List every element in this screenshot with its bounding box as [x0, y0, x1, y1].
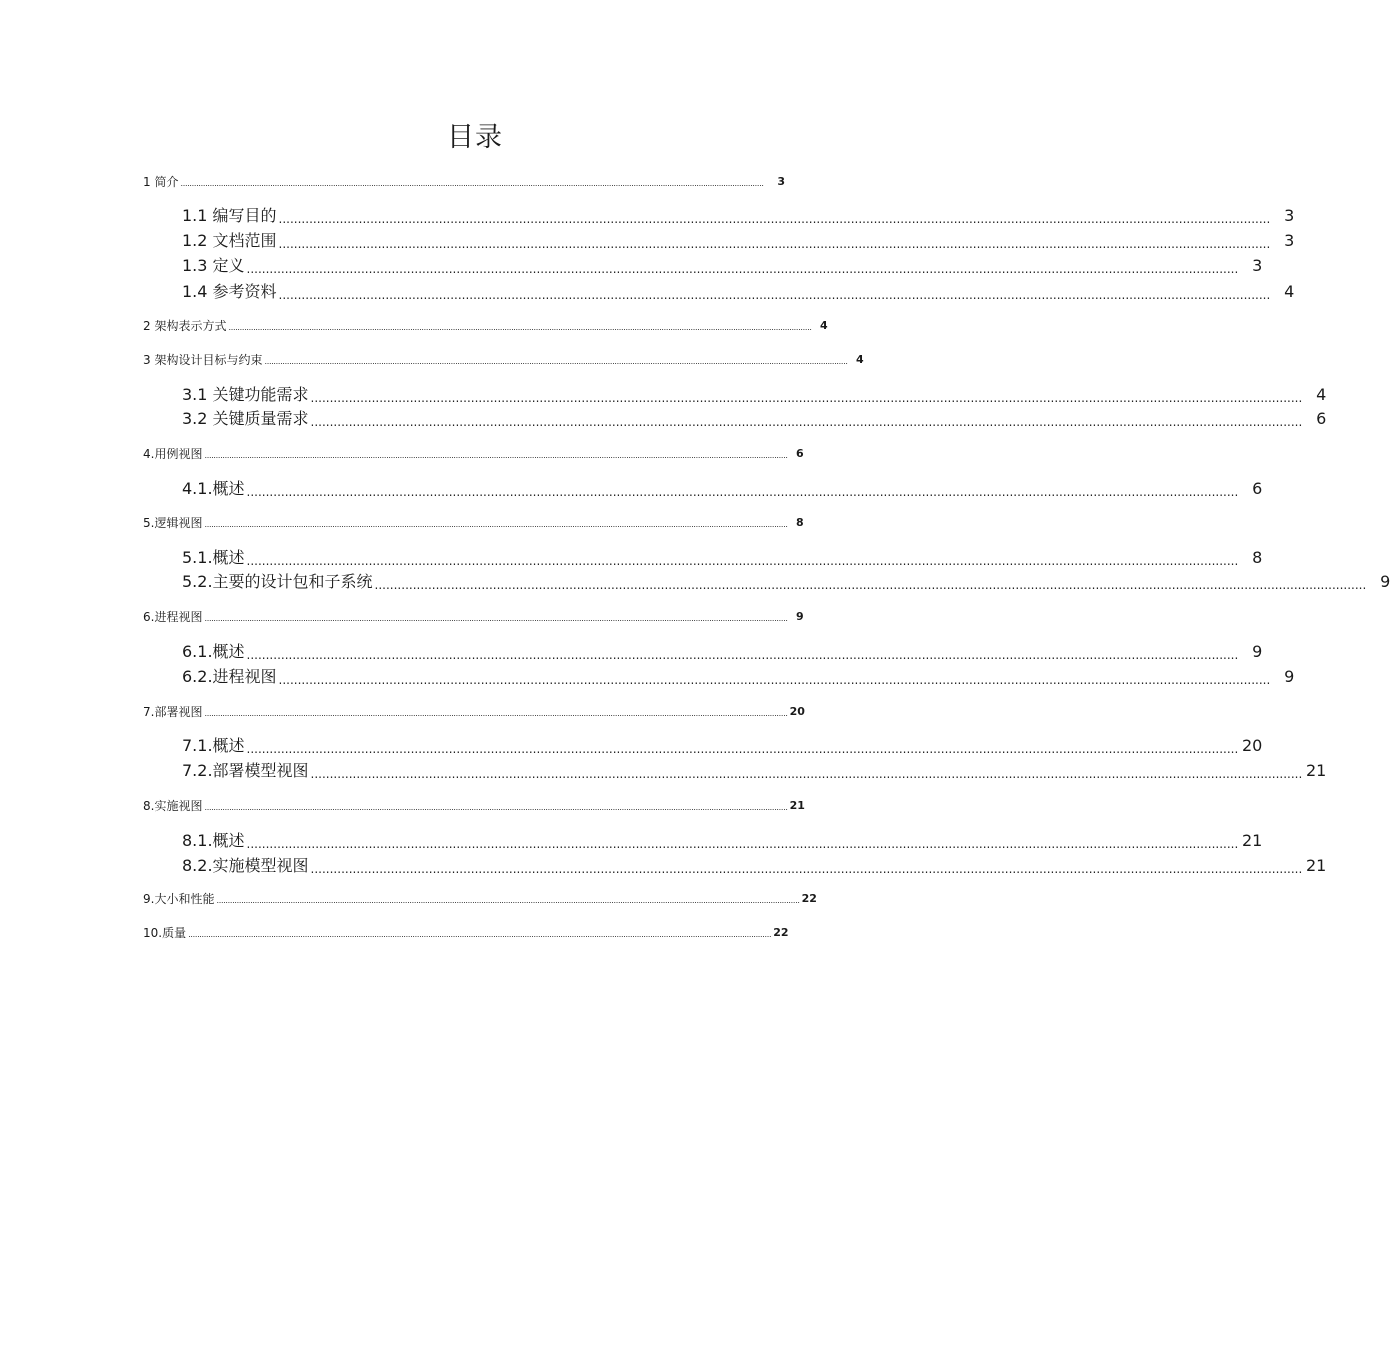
toc-leader: .................................................................................................................................................................................................................................................................... [246, 837, 1239, 851]
toc-page-number: 6 [1252, 479, 1263, 498]
toc-leader: .................................................................................................................................................................................................................................................................... [278, 673, 1271, 687]
toc-page-number: 6 [795, 447, 804, 460]
toc-entry[interactable] [143, 704, 805, 720]
toc-label: 3.2 关键质量需求 [182, 409, 309, 428]
toc-page-number: 20 [789, 705, 805, 718]
toc-page-number: 20 [1241, 736, 1263, 755]
toc-label: 1.2 文档范围 [182, 231, 277, 250]
toc-entry[interactable] [143, 609, 804, 625]
toc-leader: .................................................................................................................................................................................................................................................................... [204, 614, 788, 623]
toc-entry[interactable] [143, 798, 805, 814]
toc-label: 2 架构表示方式 [143, 319, 227, 333]
toc-label: 1.1 编写目的 [182, 206, 277, 225]
toc-leader: .................................................................................................................................................................................................................................................................... [188, 930, 772, 939]
toc-label: 7.1.概述 [182, 736, 245, 755]
toc-leader: .................................................................................................................................................................................................................................................................... [204, 520, 788, 529]
toc-leader: .................................................................................................................................................................................................................................................................... [278, 288, 1271, 302]
toc-entry[interactable] [182, 205, 1295, 227]
toc-entry[interactable] [182, 281, 1295, 303]
toc-leader: .................................................................................................................................................................................................................................................................... [310, 862, 1303, 876]
toc-leader: .................................................................................................................................................................................................................................................................... [246, 742, 1239, 756]
toc-leader: .................................................................................................................................................................................................................................................................... [310, 415, 1303, 429]
toc-entry[interactable] [182, 735, 1263, 757]
toc-entry[interactable] [182, 641, 1263, 663]
toc-page-number: 3 [1252, 256, 1263, 275]
toc-page-number: 9 [795, 610, 804, 623]
toc-label: 1.4 参考资料 [182, 282, 277, 301]
toc-leader: .................................................................................................................................................................................................................................................................... [310, 767, 1303, 781]
toc-leader: .................................................................................................................................................................................................................................................................... [374, 578, 1367, 592]
toc-leader: .................................................................................................................................................................................................................................................................... [228, 323, 812, 332]
toc-entry[interactable] [143, 446, 804, 462]
toc-page-number: 6 [1316, 409, 1327, 428]
toc-label: 3 架构设计目标与约束 [143, 353, 263, 367]
toc-leader: .................................................................................................................................................................................................................................................................... [246, 485, 1239, 499]
toc-label: 4.1.概述 [182, 479, 245, 498]
toc-leader: .................................................................................................................................................................................................................................................................... [246, 554, 1239, 568]
toc-entry[interactable] [182, 255, 1263, 277]
toc-label: 8.实施视图 [143, 799, 203, 813]
toc-leader: .................................................................................................................................................................................................................................................................... [278, 212, 1271, 226]
toc-entry[interactable] [182, 408, 1327, 430]
toc-page-number: 9 [1284, 667, 1295, 686]
toc-leader: .................................................................................................................................................................................................................................................................... [216, 896, 800, 905]
toc-entry[interactable] [182, 571, 1390, 593]
toc-label: 9.大小和性能 [143, 892, 215, 906]
toc-label: 6.1.概述 [182, 642, 245, 661]
toc-entry[interactable] [182, 547, 1263, 569]
toc-label: 7.部署视图 [143, 705, 203, 719]
toc-label: 1 简介 [143, 175, 179, 189]
toc-entry[interactable] [143, 174, 785, 190]
toc-page-number: 8 [795, 516, 804, 529]
toc-entry[interactable] [182, 666, 1295, 688]
page-title: 目录 [447, 122, 503, 153]
toc-label: 4.用例视图 [143, 447, 203, 461]
toc-page-number: 3 [1284, 231, 1295, 250]
toc-page-number: 21 [1305, 856, 1327, 875]
toc-leader: .................................................................................................................................................................................................................................................................... [246, 262, 1239, 276]
toc-page-number: 9 [1380, 572, 1390, 591]
toc-page-number: 8 [1252, 548, 1263, 567]
toc-label: 5.逻辑视图 [143, 516, 203, 530]
toc-page-number: 3 [777, 175, 785, 188]
toc-entry[interactable] [182, 830, 1263, 852]
toc-page-number: 21 [789, 799, 805, 812]
toc-entry[interactable] [143, 925, 787, 941]
toc-label: 8.2.实施模型视图 [182, 856, 309, 875]
toc-leader: .................................................................................................................................................................................................................................................................... [204, 803, 788, 812]
toc-entry[interactable] [182, 230, 1295, 252]
toc-entry[interactable] [182, 855, 1327, 877]
toc-page-number: 21 [1305, 761, 1327, 780]
toc-leader: .................................................................................................................................................................................................................................................................... [264, 357, 848, 366]
toc-leader: .................................................................................................................................................................................................................................................................... [310, 391, 1303, 405]
toc-page-number: 4 [1284, 282, 1295, 301]
toc-label: 5.1.概述 [182, 548, 245, 567]
toc-label: 6.进程视图 [143, 610, 203, 624]
toc-page-number: 22 [773, 926, 789, 939]
toc-entry[interactable] [143, 318, 828, 334]
toc-label: 10.质量 [143, 926, 187, 940]
toc-page-number: 4 [1316, 385, 1327, 404]
toc-leader: .................................................................................................................................................................................................................................................................... [180, 179, 764, 188]
toc-entry[interactable] [143, 515, 804, 531]
toc-entry[interactable] [182, 760, 1327, 782]
toc-leader: .................................................................................................................................................................................................................................................................... [204, 709, 788, 718]
toc-page-number: 3 [1284, 206, 1295, 225]
toc-label: 3.1 关键功能需求 [182, 385, 309, 404]
toc-page-number: 21 [1241, 831, 1263, 850]
toc-label: 1.3 定义 [182, 256, 245, 275]
toc-entry[interactable] [143, 352, 864, 368]
toc-label: 6.2.进程视图 [182, 667, 277, 686]
toc-label: 5.2.主要的设计包和子系统 [182, 572, 373, 591]
toc-page-number: 4 [819, 319, 828, 332]
toc-entry[interactable] [182, 384, 1327, 406]
toc-leader: .................................................................................................................................................................................................................................................................... [204, 451, 788, 460]
toc-entry[interactable] [182, 478, 1263, 500]
toc-entry[interactable] [143, 891, 817, 907]
toc-leader: .................................................................................................................................................................................................................................................................... [278, 237, 1271, 251]
toc-label: 7.2.部署模型视图 [182, 761, 309, 780]
toc-page-number: 4 [855, 353, 864, 366]
toc-leader: .................................................................................................................................................................................................................................................................... [246, 648, 1239, 662]
toc-page-number: 22 [801, 892, 817, 905]
toc-label: 8.1.概述 [182, 831, 245, 850]
toc-page-number: 9 [1252, 642, 1263, 661]
